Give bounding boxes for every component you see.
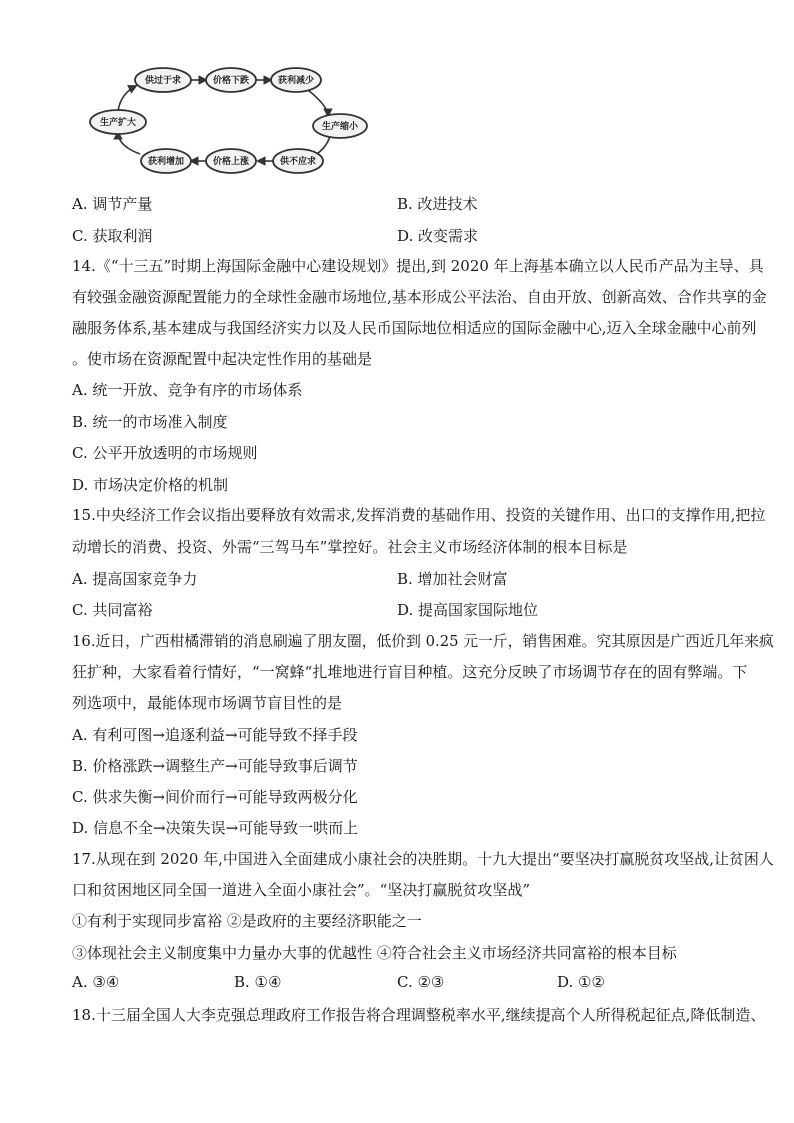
q16-stem-line2: 狂扩种，大家看着行情好，“一窝蜂“扎堆地进行盲目种植。这充分反映了市场调节存在的固有弊端。下 [72, 663, 748, 681]
q17-option-b: B. ①④ [234, 973, 282, 991]
q14-option-b: B. 统一的市场准入制度 [72, 413, 228, 431]
q16-option-a: A. 有利可图→追逐利益→可能导致不择手段 [72, 726, 358, 744]
q14-stem-line4: 。使市场在资源配置中起决定性作用的基础是 [72, 350, 373, 368]
node-label: 供不应求 [279, 157, 317, 167]
node-label: 获利减少 [277, 76, 315, 86]
q13-option-a: A. 调节产量 [72, 195, 153, 213]
q15-stem-line1: 15.中央经济工作会议指出要释放有效需求,发挥消费的基础作用、投资的关键作用、出口的支撑作用,把拉 [72, 506, 766, 524]
market-cycle-diagram [88, 58, 368, 184]
q15-option-a: A. 提高国家竞争力 [72, 570, 198, 588]
q14-stem-line3: 融服务体系,基本建成与我国经济实力以及人民币国际地位相适应的国际金融中心,迈入全球金融中心前列 [72, 319, 757, 337]
q13-option-c: C. 获取利润 [72, 227, 153, 245]
q17-statements-line2: ③体现社会主义制度集中力量办大事的优越性 ④符合社会主义市场经济共同富裕的根本目标 [72, 944, 677, 962]
q17-option-d: D. ①② [557, 973, 605, 991]
node-label: 生产扩大 [99, 118, 137, 128]
q16-stem-line3: 列选项中，最能体现市场调节盲目性的是 [72, 694, 343, 712]
q16-option-b: B. 价格涨跌→调整生产→可能导致事后调节 [72, 757, 358, 775]
node-label: 获利增加 [147, 157, 185, 167]
q14-option-c: C. 公平开放透明的市场规则 [72, 444, 258, 462]
q17-option-a: A. ③④ [72, 973, 120, 991]
q17-option-c: C. ②③ [397, 973, 445, 991]
q17-stem-line2: 口和贫困地区同全国一道进入全面小康社会”。“坚决打赢脱贫攻坚战” [72, 881, 531, 899]
node-label: 供过于求 [144, 76, 182, 86]
q14-stem-line1: 14.《“十三五”时期上海国际金融中心建设规划》提出,到 2020 年上海基本确立以人民币产品为主导、具 [72, 257, 764, 275]
q15-option-c: C. 共同富裕 [72, 601, 153, 619]
node-label: 价格上涨 [212, 157, 250, 167]
q17-statements-line1: ①有利于实现同步富裕 ②是政府的主要经济职能之一 [72, 912, 422, 930]
q13-option-d: D. 改变需求 [397, 227, 479, 245]
q16-stem-line1: 16.近日，广西柑橘滞销的消息刷遍了朋友圈，低价到 0.25 元一斤，销售困难。究其原因是广西近几年来疯 [72, 632, 774, 650]
q15-stem-line2: 动增长的消费、投资、外需“三驾马车”掌控好。社会主义市场经济体制的根本目标是 [72, 538, 628, 556]
q13-option-b: B. 改进技术 [397, 195, 478, 213]
q15-option-d: D. 提高国家国际地位 [397, 601, 539, 619]
q14-option-d: D. 市场决定价格的机制 [72, 476, 229, 494]
q16-option-c: C. 供求失衡→间价而行→可能导致两极分化 [72, 788, 358, 806]
q16-option-d: D. 信息不全→决策失误→可能导致一哄而上 [72, 819, 359, 837]
q14-stem-line2: 有较强金融资源配置能力的全球性金融市场地位,基本形成公平法治、自由开放、创新高效、合作共享的金 [72, 288, 767, 306]
node-label: 价格下跌 [212, 76, 250, 86]
q14-option-a: A. 统一开放、竞争有序的市场体系 [72, 381, 303, 399]
q15-option-b: B. 增加社会财富 [397, 570, 508, 588]
node-label: 生产缩小 [321, 122, 359, 132]
q17-stem-line1: 17.从现在到 2020 年,中国进入全面建成小康社会的决胜期。十九大提出“要坚决打赢脱贫攻坚战,让贫困人 [72, 850, 774, 868]
q18-stem-line1: 18.十三届全国人大李克强总理政府工作报告将合理调整税率水平,继续提高个人所得税起征点,降低制造、 [72, 1006, 766, 1024]
